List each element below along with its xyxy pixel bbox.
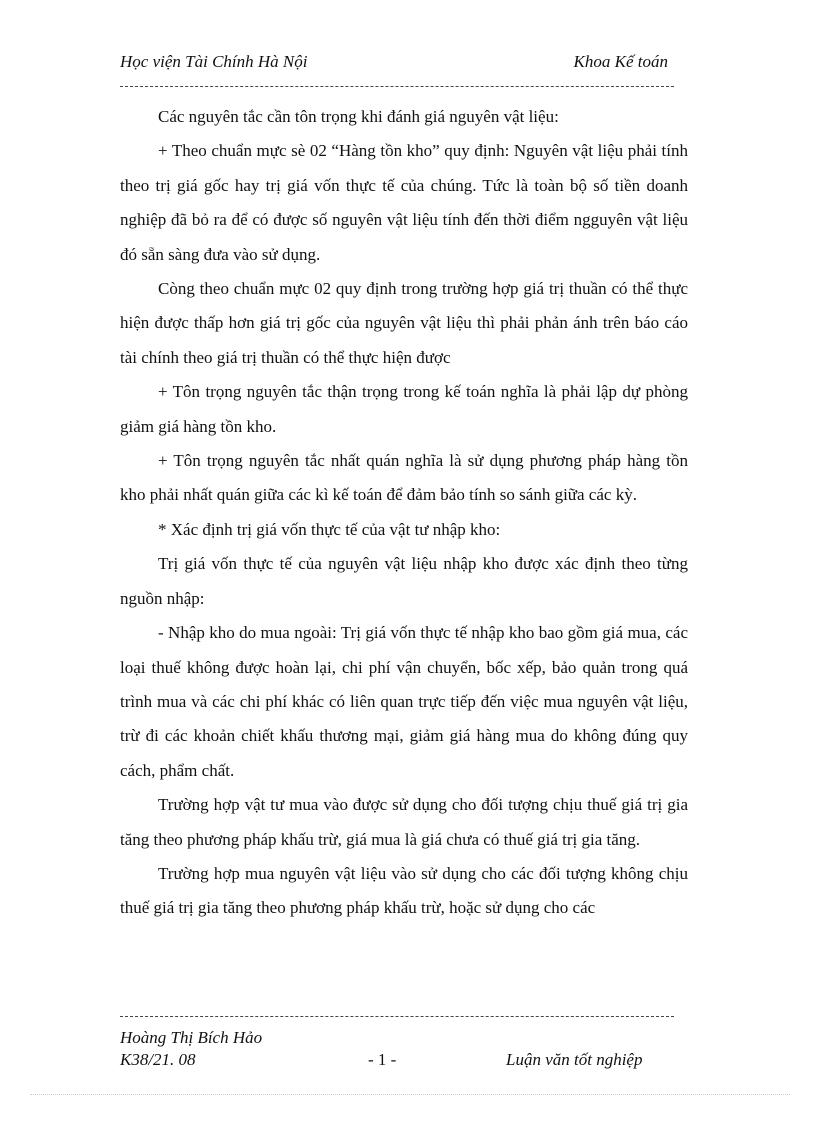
- footer-class: K38/21. 08: [120, 1050, 196, 1069]
- footer-author: Hoàng Thị Bích Hảo: [120, 1028, 263, 1047]
- header-institution: Học viện Tài Chính Hà Nội: [120, 52, 308, 71]
- paragraph: + Tôn trọng nguyên tắc thận trọng trong kế toán nghĩa là phải lập dự phòng giảm giá hàng tồn kho.: [120, 382, 688, 436]
- page-header: [120, 52, 668, 78]
- paragraph: + Tôn trọng nguyên tắc nhất quán nghĩa là sử dụng phương pháp hàng tồn kho phải nhất quán giữa các kì kế toán để đảm bảo tính so sánh giữa các kỳ.: [120, 451, 688, 505]
- footer-divider: [120, 1016, 674, 1017]
- footer-thesis-label: Luận văn tốt nghiệp: [506, 1050, 643, 1069]
- document-body: [120, 100, 688, 926]
- paragraph: Còng theo chuẩn mực 02 quy định trong trường hợp giá trị thuần có thể thực hiện được thấp hơn giá trị gốc của nguyên vật liệu thì phải phản ánh trên báo cáo tài chính theo giá trị thuần có thể thực hiện được: [120, 279, 688, 367]
- header-divider: [120, 86, 674, 87]
- page-number: - 1 -: [368, 1050, 397, 1069]
- paragraph: + Theo chuẩn mực sè 02 “Hàng tồn kho” quy định: Nguyên vật liệu phải tính theo trị giá gốc hay trị giá vốn thực tế của chúng. Tức là toàn bộ số tiền doanh nghiệp đã bỏ ra để có được số nguyên vật liệu tính đến thời điểm ngguyên vật liệu đó sẵn sàng đưa vào sử dụng.: [120, 141, 688, 264]
- paragraph: Trị giá vốn thực tế của nguyên vật liệu nhập kho được xác định theo từng nguồn nhập:: [120, 554, 688, 608]
- header-department: Khoa Kế toán: [573, 52, 668, 71]
- paragraph: Trường hợp mua nguyên vật liệu vào sử dụng cho các đối tượng không chịu thuế giá trị gia tăng theo phương pháp khấu trừ, hoặc sử dụng cho các: [120, 863, 688, 918]
- paragraph: - Nhập kho do mua ngoài: Trị giá vốn thực tế nhập kho bao gồm giá mua, các loại thuế không được hoàn lại, chi phí vận chuyển, bốc xếp, bảo quản trong quá trình mua và các chi phí khác có liên quan trực tiếp đến việc mua nguyên vật liệu, trừ đi các khoản chiết khấu thương mại, giảm giá hàng mua do không đúng quy cách, phẩm chất.: [120, 623, 688, 780]
- paragraph: Các nguyên tắc cần tôn trọng khi đánh giá nguyên vật liệu:: [158, 107, 559, 126]
- page-bottom-border: [30, 1094, 790, 1095]
- paragraph: Trường hợp vật tư mua vào được sử dụng cho đối tượng chịu thuế giá trị gia tăng theo phương pháp khấu trừ, giá mua là giá chưa có thuế giá trị gia tăng.: [120, 795, 688, 849]
- paragraph: * Xác định trị giá vốn thực tế của vật tư nhập kho:: [158, 519, 501, 539]
